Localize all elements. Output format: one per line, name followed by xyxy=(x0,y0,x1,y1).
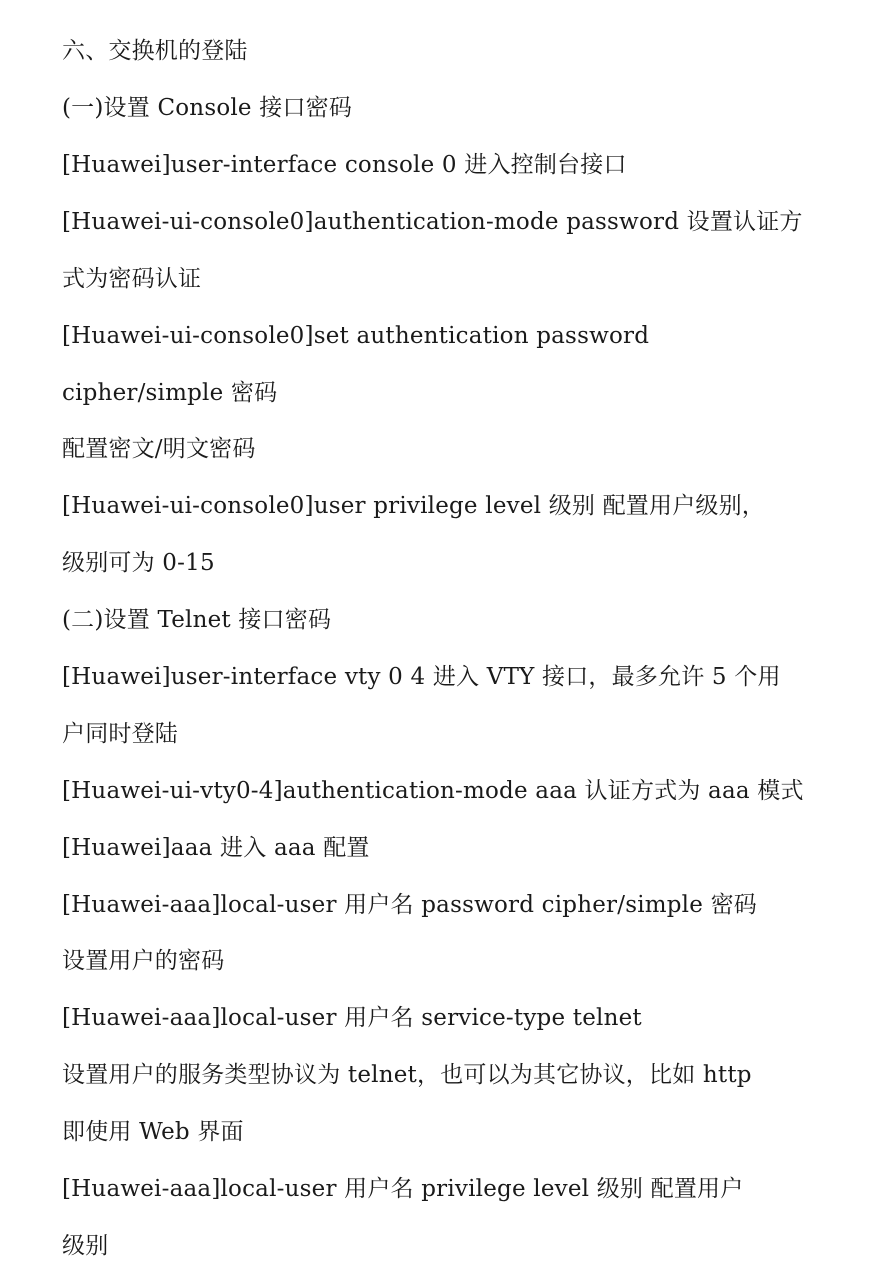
text-line: [Huawei]aaa 进入 aaa 配置 xyxy=(62,835,370,861)
text-line: 户同时登陆 xyxy=(62,721,178,747)
text-line: [Huawei-aaa]local-user 用户名 service-type telnet xyxy=(62,1005,642,1031)
text-line: 级别 xyxy=(62,1233,109,1259)
text-line: [Huawei-ui-console0]user privilege level 级别 配置用户级别， xyxy=(62,493,766,519)
text-line: 设置用户的密码 xyxy=(62,948,225,974)
text-line: [Huawei-aaa]local-user 用户名 password cipher/simple 密码 xyxy=(62,892,757,918)
text-line: [Huawei]user-interface vty 0 4 进入 VTY 接口，最多允许 5 个用 xyxy=(62,664,781,690)
text-line: 配置密文/明文密码 xyxy=(62,436,256,462)
text-line: cipher/simple 密码 xyxy=(62,380,278,406)
text-line: [Huawei]user-interface console 0 进入控制台接口 xyxy=(62,152,627,178)
text-line: 即使用 Web 界面 xyxy=(62,1119,244,1145)
section-heading: 六、交换机的登陆 xyxy=(62,38,248,64)
text-line: 级别可为 0-15 xyxy=(62,550,215,576)
text-line: [Huawei-ui-console0]set authentication password xyxy=(62,323,650,349)
text-line: [Huawei-ui-console0]authentication-mode password 设置认证方 xyxy=(62,209,803,235)
subsection-heading: (一)设置 Console 接口密码 xyxy=(62,95,353,121)
text-line: [Huawei-aaa]local-user 用户名 privilege level 级别 配置用户 xyxy=(62,1176,744,1202)
text-line: 设置用户的服务类型协议为 telnet，也可以为其它协议，比如 http xyxy=(62,1062,752,1088)
text-line: [Huawei-ui-vty0-4]authentication-mode aaa 认证方式为 aaa 模式 xyxy=(62,778,804,804)
text-line: 式为密码认证 xyxy=(62,266,202,292)
subsection-heading: (二)设置 Telnet 接口密码 xyxy=(62,607,332,633)
